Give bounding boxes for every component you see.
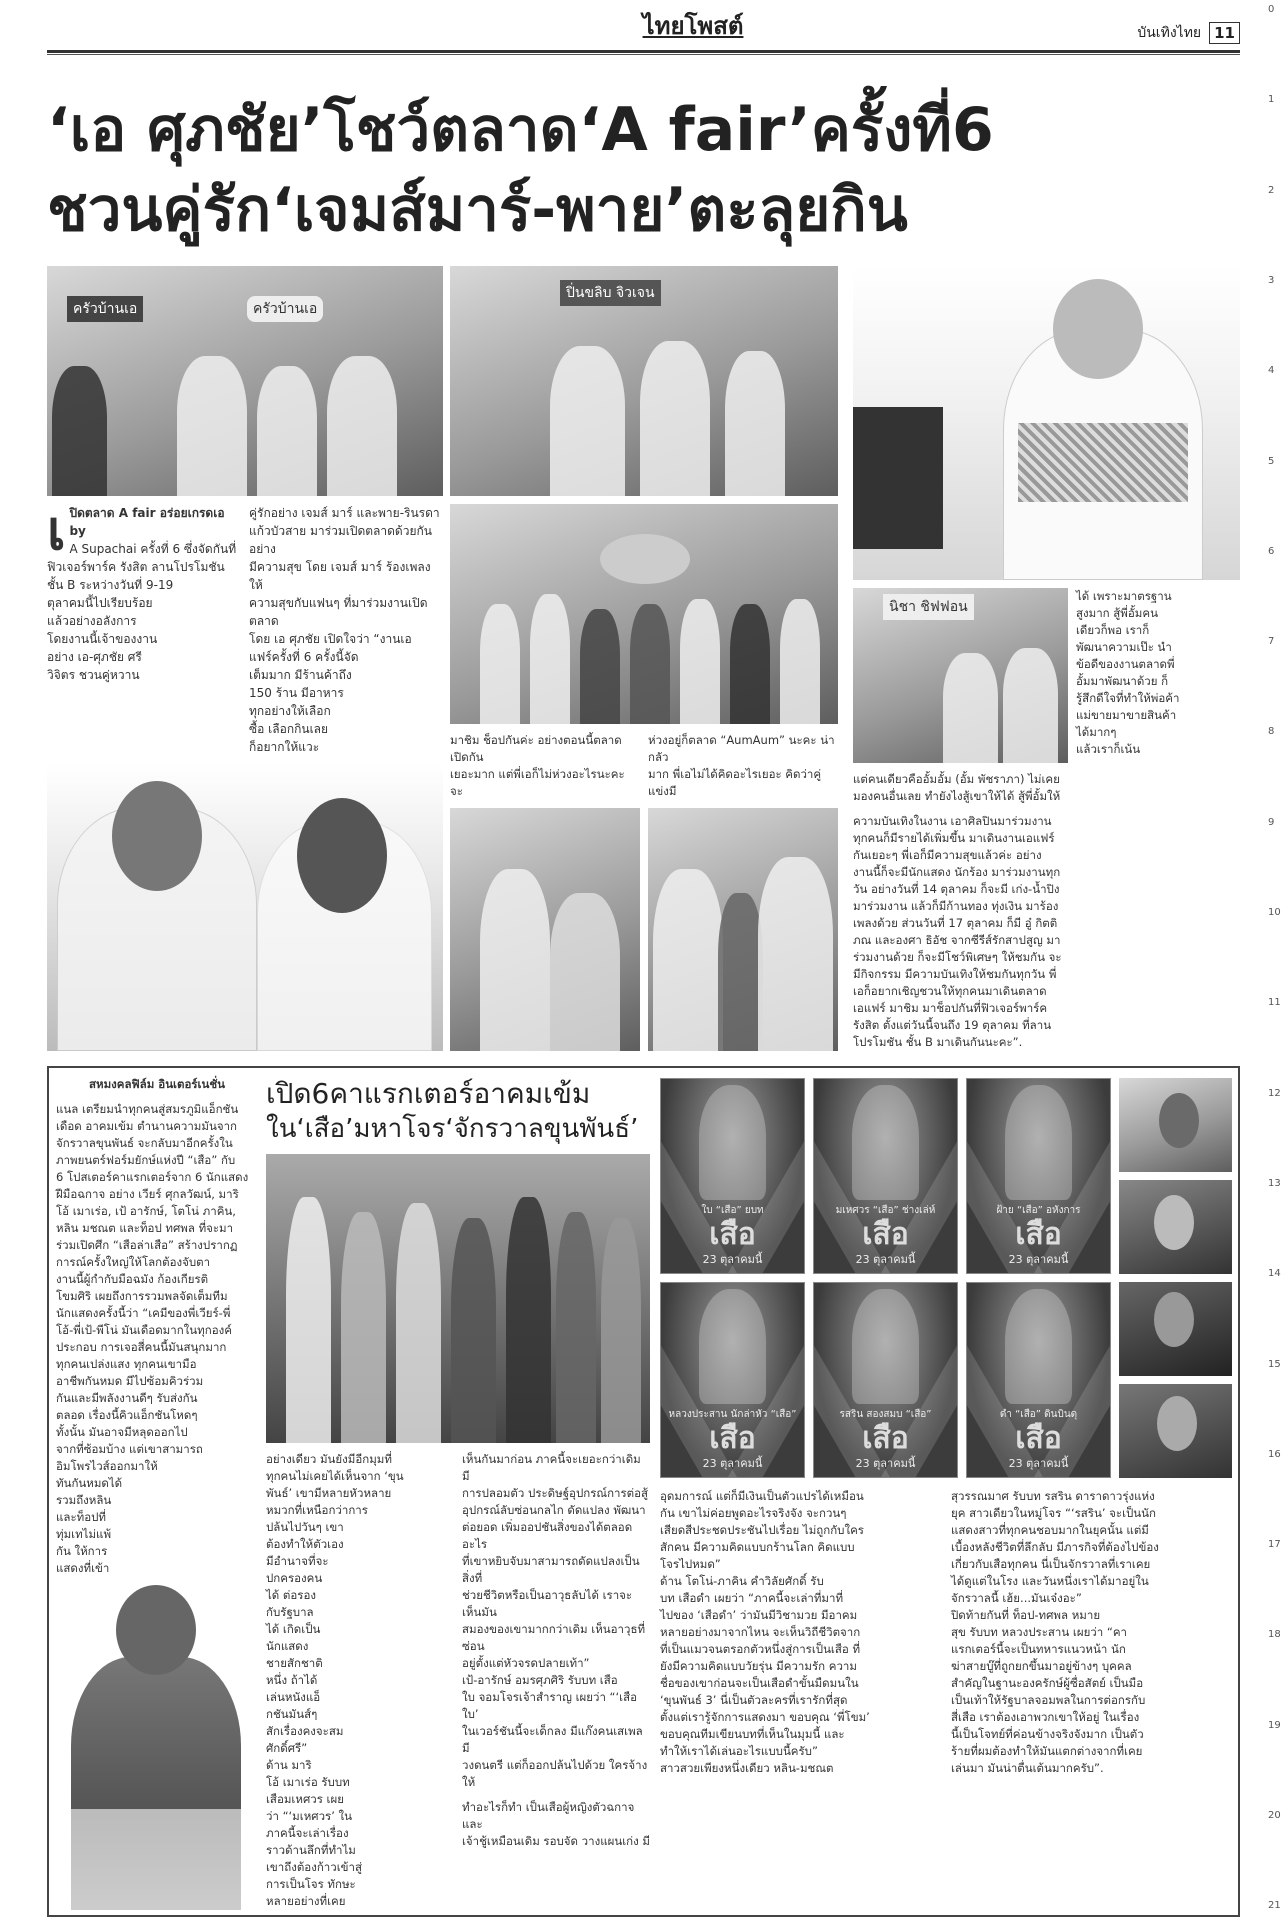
poster-caption: ฝ้าย “เสือ” อหังการ [996, 1205, 1081, 1216]
story2-col1: แนล เตรียมนำทุกคนสู่สมรภูมิแอ็กชัน เดือด อาคมเข้ม ตำนานความมันจาก จักรวาลขุนพันธ์ จะกลับมาอีกครั้งใน ภาพยนตร์ฟอร์มยักษ์แห่งปี “เสือ” กับ 6 โปสเตอร์คาแรกเตอร์จาก 6 นักแสดง ฝีมือฉกาจ อย่าง เวียร์ ศุกลวัฒน์, มาริ โอ้ เมาเร่อ, เป้ อารักษ์, โตโน่ ภาคิน, หลิน มชณต และท็อป ทศพล ที่จะมา ร่วมเปิดศึก “เสือล่าเสือ” สร้างปรากฏ การณ์ครั้งใหญ่ให้โลกต้องจับตา งานนี้ผู้กำกับมือฉมัง ก้องเกียรติ โขมศิริ เผยถึงการรวมพลจัดเต็มทีม นักแสดงครั้งนี้ว่า “เคมีของพี่เวียร์-พี่ โอ้-พี่เป้-พีโน่ มันเดือดมากในทุกองค์ ประกอบ การเจอสี่คนนี้มันสนุกมาก ทุกคนเปล่งแสง ทุกคนเขามือ อาชีพกันหมด มีไปซ้อมคิวร่วม กันและมีพลังงานดีๆ รับส่งกัน ตลอด เรื่องนี้คิวแอ็กชันโหดๆ ทั้งนั้น มันอาจมีหลุดออกไป จากที่ซ้อมบ้าง แต่เขาสามารถ อิมโพรไวส์ออกมาให้ ทันกันหมดได้ รวมถึงหลิน และท็อปที่ ทุ่มเทไม่แพ้ กัน ให้การ แสดงที่เข้า [56, 1102, 249, 1575]
story2-colC: ทำอะไรก็ทำ เป็นเสือผู้หญิงตัวฉกาจและ เจ้าชู้เหมือนเดิม รอบจัด วางแผนเก่ง มี [462, 1800, 650, 1848]
poster-title-logo: เสือ [862, 1217, 909, 1252]
poster-caption: ใบ “เสือ” ยบท [701, 1205, 764, 1216]
photo-feeding-james [450, 808, 640, 1051]
poster-release-date: 23 ตุลาคมนี้ [855, 1253, 916, 1266]
story2-byline: สหมงคลฟิล์ม อินเตอร์เนชั่น [88, 1077, 226, 1091]
ruler-mark: 4 [1268, 365, 1275, 377]
poster-title-logo: เสือ [862, 1421, 909, 1456]
story1-col1-block [47, 499, 241, 756]
photo-stall-group [450, 266, 838, 496]
poster-release-date: 23 ตุลาคมนี้ [702, 1457, 763, 1470]
ruler-mark: 10 [1268, 907, 1281, 918]
photo-scene-pe [1119, 1078, 1232, 1172]
header-rule [47, 50, 1240, 55]
character-figure [1005, 1085, 1073, 1200]
poster-caption: มเหศวร “เสือ” ช่างเล่ห์ [835, 1205, 936, 1216]
ruler-mark: 2 [1268, 184, 1275, 196]
character-poster [813, 1078, 958, 1274]
photo-scene-lin [1119, 1180, 1232, 1274]
ruler-mark: 5 [1268, 455, 1275, 467]
speaker-box [853, 407, 943, 548]
poster-title-logo: เสือ [709, 1421, 756, 1456]
photo-stage-group [450, 504, 838, 724]
ruler-mark: 7 [1268, 636, 1275, 648]
story2-colD: อุดมการณ์ แต่ก็มีเงินเป็นตัวแปรได้เหมือน กัน เขาไม่ค่อยพูดอะไรจริงจัง จะกวนๆ เสียดสีประชดประชันไปเรื่อย ไม่ถูกกับใคร สักคน มีความคิดแบบกร้านโลก คิดแบบ โจรไปหมด” ด้าน โตโน่-ภาคิน คำวิลัยศักดิ์ รับ บท เสือดำ เผยว่า “ภาคนี้จะเล่าที่มาที่ ไปของ ‘เสือดำ’ ว่ามันมีวิชามวย มีอาคม หลายอย่างมาจากไหน จะเห็นวิถีชีวิตจาก ที่เป็นแมวจนตรอกตัวหนึ่งสู่การเป็นเสือ ที่ ยังมีความคิดแบบวัยรุ่น มีความรัก ความ ชื่อของเขาก่อนจะเป็นเสือดำขั้นมืดมนใน ‘ขุนพันธ์ 3’ นี่เป็นตัวละครที่เรารักที่สุด ตั้งแต่เรารู้จักการแสดงมา ขอบคุณ ‘พี่โขม’ ขอบคุณทีมเขียนบทที่เห็นในมุมนี้ และ ทำให้เราได้เล่นอะไรแบบนี้ครับ” สาวสวยเพียงหนึ่งเดียว หลิน-มชณต [660, 1489, 870, 1775]
ruler-mark: 19 [1268, 1719, 1281, 1731]
ruler-mark: 21 [1268, 1900, 1281, 1912]
character-poster [660, 1282, 805, 1478]
story1-col4: ห่วงอยู่ก็ตลาด “AumAum” นะคะ น่ากลัว มาก พี่เอไม่ได้คิดอะไรเยอะ คิดว่าคู่แข่งมี [648, 733, 835, 798]
story1-mid-text-row [450, 732, 838, 800]
ruler-mark: 15 [1268, 1358, 1281, 1370]
poster-release-date: 23 ตุลาคมนี้ [855, 1457, 916, 1470]
story2-colE: สุวรรณมาศ รับบท รสริน ดาราดาวรุ่งแห่ง ยุค สาวเดียวในหมู่โจร “‘รสริน’ จะเป็นนัก แสดงสาวที่ทุกคนชอบมากในยุคนั้น แต่มี เบื้องหลังชีวิตที่ลึกลับ มีภารกิจที่ต้องไปข้อง เกี่ยวกับเสือทุกคน นี่เป็นจักรวาลที่เราเคย ได้ดูแต่ในโรง และวันหนึ่งเราได้มาอยู่ใน จักรวาลนี้ เฮ้ย...มันเจ๋งอะ” ปิดท้ายกันที่ ท็อป-ทศพล หมาย สุข รับบท หลวงประสาน เผยว่า “คา แรกเตอร์นี้จะเป็นทหารแนวหน้า นัก ฆ่าสายบู๊ที่ถูกยกขึ้นมาอยู่ข้างๆ บุคคล สำคัญในฐานะองครักษ์ผู้ซื่อสัตย์ เป็นมือ เป็นเท้าให้รัฐบาลจอมพลในการต่อกรกับ สี่เสือ เราต้องเอาพวกเขาให้อยู่ ในเรื่อง นี้เป็นโจทย์ที่ค่อนข้างจริงจังมาก เป็นตัว ร้ายที่ผมต้องทำให้มันแตกต่างจากที่เคย เล่นมา มันน่าตื่นเต้นมากครับ”. [951, 1489, 1159, 1775]
story1-headline-line2: ชวนคู่รัก‘เจมส์มาร์-พาย’ตะลุยกิน [47, 175, 908, 245]
poster-caption: ดำ “เสือ” ดินบินดุ [999, 1409, 1078, 1420]
stall-sign: ครัวบ้านเอ [67, 296, 143, 322]
ruler-mark: 0 [1268, 4, 1275, 15]
ruler-mark: 12 [1268, 1087, 1281, 1099]
story1-left-column [47, 266, 443, 1051]
ruler-mark: 17 [1268, 1539, 1281, 1551]
photo-cast-group [266, 1154, 650, 1443]
story1-col1: A Supachai ครั้งที่ 6 ซึ่งจัดกันที่ ฟิวเจอร์พาร์ค รังสิต ลานโปรโมชัน ชั้น B ระหว่างวันที่ 9-19 ตุลาคมนี้ไปเรียบร้อย แล้วอย่างอลังการ โดยงานนี้เจ้าของงาน อย่าง เอ-ศุภชัย ศรี วิจิตร ชวนคู่หวาน [47, 542, 237, 682]
poster-title-logo: เสือ [709, 1217, 756, 1252]
scene-photo-stack [1119, 1078, 1232, 1478]
ruler-mark: 14 [1268, 1268, 1281, 1280]
photo-stall-krua-ban-a [47, 266, 443, 496]
ruler-mark: 6 [1268, 545, 1275, 557]
story1-col5: แต่คนเดียวคืออั้มอั้ม (อั้ม พัชราภา) ไม่เคย มองคนอื่นเลย ทำยังไงสู้เขาให้ได้ สู้พี่อั้มให้ [853, 772, 1061, 803]
stall-sign: นิชา ชิฟฟอน [883, 594, 974, 620]
photo-james-mar-pie [47, 764, 443, 1051]
character-posters [660, 1078, 1111, 1478]
poster-title-logo: เสือ [1015, 1421, 1062, 1456]
poster-caption: รสริน สองสมบ “เสือ” [839, 1409, 932, 1420]
page-number: 11 [1209, 22, 1240, 44]
ruler-mark: 13 [1268, 1177, 1281, 1189]
story1-col-narrow: ได้ เพราะมาตรฐาน สูงมาก สู้พี่อั้มคน เดียวก็พอ เราก็ พัฒนาความเป๊ะ นำ ข้อดีของงานตลาดพี่ อั้มมาพัฒนาด้วย ก็ รู้สึกดีใจที่ทำให้พ่อค้า แม่ขายมาขายสินค้า ได้มากๆ แล้วเราก็เน้น [1076, 589, 1180, 756]
story1-lead: ปิดตลาด A fair อร่อยเกรดเอ by [69, 506, 225, 538]
story2-right-top [660, 1078, 1232, 1478]
story2-right-text [660, 1488, 1232, 1777]
story2-middle-column [266, 1076, 650, 1910]
ruler-mark: 18 [1268, 1629, 1281, 1641]
photo-scene-weir [1119, 1384, 1232, 1478]
character-figure [852, 1085, 920, 1200]
ruler-mark: 9 [1268, 816, 1275, 828]
story1-col6: ความบันเทิงในงาน เอาศิลปินมาร่วมงาน ทุกคนก็มีรายได้เพิ่มขึ้น มาเดินงานเอแฟร์ กันเยอะๆ พี่เอก็มีความสุขแล้วค่ะ อย่าง งานนี้ก็จะมีนักแสดง นักร้อง มาร่วมงานทุก วัน อย่างวันที่ 14 ตุลาคม ก็จะมี เก่ง-น้ำปิง มาร่วมงาน แล้วก็มีก้านทอง ทุ่งเงิน มาร้อง เพลงด้วย ส่วนวันที่ 17 ตุลาคม ก็มี อู๋ กิตติ ภณ และองศา ธิอัช จากซีรีส์รักสาปสูญ มา ร่วมงานด้วย ก็จะมีโชว์พิเศษๆ ให้ชมกัน จะ มีกิจกรรม มีความบันเทิงให้ชมกันทุกวัน พี่ เอก็อยากเชิญชวนให้ทุกคนมาเดินตลาด เอแฟร์ มาชิม มาช็อปกันที่ฟิวเจอร์พาร์ค รังสิต ตั้งแต่วันนี้จนถึง 19 ตุลาคม ที่ลาน โปรโมชัน ชั้น B มาเดินกันนะคะ”. [853, 814, 1062, 1049]
story2-left-column [56, 1076, 258, 1910]
poster-caption: หลวงประสาน นักล่าหัว “เสือ” [668, 1409, 797, 1420]
character-figure [699, 1085, 767, 1200]
story2-colB-stack [462, 1451, 650, 1910]
story1-right-row [853, 588, 1240, 763]
story2-headline-line2: ใน‘เสือ’มหาโจร‘จักรวาลขุนพันธ์’ [266, 1114, 639, 1144]
story2-headline-line1: เปิด6คาแรกเตอร์อาคมเข้ม [266, 1077, 591, 1110]
ruler-mark: 16 [1268, 1448, 1281, 1460]
poster-release-date: 23 ตุลาคมนี้ [1008, 1253, 1069, 1266]
story2-colB: เห็นกันมาก่อน ภาคนี้จะเยอะกว่าเดิม มี การปลอมตัว ประดิษฐ์อุปกรณ์การต่อสู้ อุปกรณ์ลับซ่อนกลไก ดัดแปลง พัฒนา ต่อยอด เพิ่มออปชันสิ่งของได้ตลอด อะไร ที่เขาหยิบจับมาสามารถดัดแปลงเป็นสิ่งที่ ช่วยชีวิตหรือเป็นอาวุธลับได้ เราจะเห็นมัน สมองของเขามากกว่าเดิม เห็นอาวุธที่ซ่อน อยู่ตั้งแต่หัวจรดปลายเท้า” เป้-อารักษ์ อมรศุภศิริ รับบท เสือ ใบ จอมโจรเจ้าสำราญ เผยว่า “‘เสือใบ’ ในเวอร์ชันนี้จะเด็กลง มีแก๊งคนเสเพล มี วงดนตรี แต่ก็ออกปล้นไปด้วย ใครจ้างให้ [462, 1452, 649, 1789]
ruler-mark: 1 [1268, 94, 1275, 106]
story1-col2: คู่รักอย่าง เจมส์ มาร์ และพาย-รินรดา แก้วบัวสาย มาร่วมเปิดตลาดด้วยกันอย่าง มีความสุข โดย เจมส์ มาร์ ร้องเพลงให้ ความสุขกับแฟนๆ ที่มาร่วมงานเปิดตลาด โดย เอ ศุภชัย เปิดใจว่า “งานเอ แฟร์ครั้งที่ 6 ครั้งนี้จัด เต็มมาก มีร้านค้าถึง 150 ร้าน มีอาหาร ทุกอย่างให้เลือก ซื้อ เลือกกินเลย ก็อยากให้แวะ [249, 506, 440, 754]
story2-mid-text-row [266, 1451, 650, 1910]
photo-scene-tono [1119, 1282, 1232, 1376]
ruler-mark: 3 [1268, 274, 1275, 286]
story2-headline [266, 1076, 650, 1146]
ruler-mark: 8 [1268, 726, 1275, 738]
masthead-logo: ไทยโพสต์ [642, 12, 744, 40]
photo-director-kongkiat [56, 1585, 258, 1910]
stall-sign: ครัวบ้านเอ [247, 296, 323, 322]
story2-colA: อย่างเดียว มันยังมีอีกมุมที่ ทุกคนไม่เคยได้เห็นจาก ‘ขุน พันธ์’ เขามีหลายหัวหลาย หมวกที่เหนือกว่าการ ปล้นไปวันๆ เขา ต้องทำให้ตัวเอง มีอำนาจที่จะ ปกครองคน ได้ ต่อรอง กับรัฐบาล ได้ เกิดเป็น นักแสดง ชายสักชาติ หนึ่ง ถ้าได้ เล่นหนังแอ็ กชันมันส์ๆ สักเรื่องคงจะสม ศักดิ์ศรี” ด้าน มาริ โอ้ เมาเร่อ รับบท เสือมเหศวร เผย ว่า “‘มเหศวร’ ใน ภาคนี้จะเล่าเรื่อง ราวด้านลึกที่ทำไม เขาถึงต้องก้าวเข้าสู่ การเป็นโจร ทักษะ หลายอย่างที่เคย [266, 1452, 404, 1908]
story1-col3: มาชิม ช็อปกันค่ะ อย่างตอนนี้ตลาดเปิดกัน เยอะมาก แต่พี่เอก็ไม่ห่วงอะไรนะคะ จะ [450, 733, 625, 798]
character-poster [813, 1282, 958, 1478]
photo-a-feeding-james [648, 808, 838, 1051]
ruler-mark: 20 [1268, 1810, 1281, 1821]
character-figure [1005, 1289, 1073, 1404]
story1-headline-line1: ‘เอ ศุภชัย’โชว์ตลาด‘A fair’ครั้งที่6 [47, 95, 994, 165]
story1-photo-row [450, 808, 838, 1051]
poster-title-logo: เสือ [1015, 1217, 1062, 1252]
photo-a-supachai-portrait [853, 266, 1240, 580]
story1-headline [47, 90, 1240, 250]
poster-release-date: 23 ตุลาคมนี้ [702, 1253, 763, 1266]
character-figure [852, 1289, 920, 1404]
section-label: บันเทิงไทย [1137, 25, 1202, 41]
stall-sign: ปิ่นขลิบ จิวเจน [560, 280, 661, 306]
photo-nicha-chiffon-stall [853, 588, 1068, 763]
story1-intro-row [47, 499, 443, 756]
drop-cap: เ [47, 499, 66, 562]
character-poster [966, 1078, 1111, 1274]
character-poster [966, 1282, 1111, 1478]
story1-middle-column [450, 266, 838, 1051]
character-poster [660, 1078, 805, 1274]
ruler-mark: 11 [1268, 997, 1281, 1009]
poster-release-date: 23 ตุลาคมนี้ [1008, 1457, 1069, 1470]
story1-right-column [853, 266, 1240, 1051]
character-figure [699, 1289, 767, 1404]
page-label [1137, 22, 1240, 44]
